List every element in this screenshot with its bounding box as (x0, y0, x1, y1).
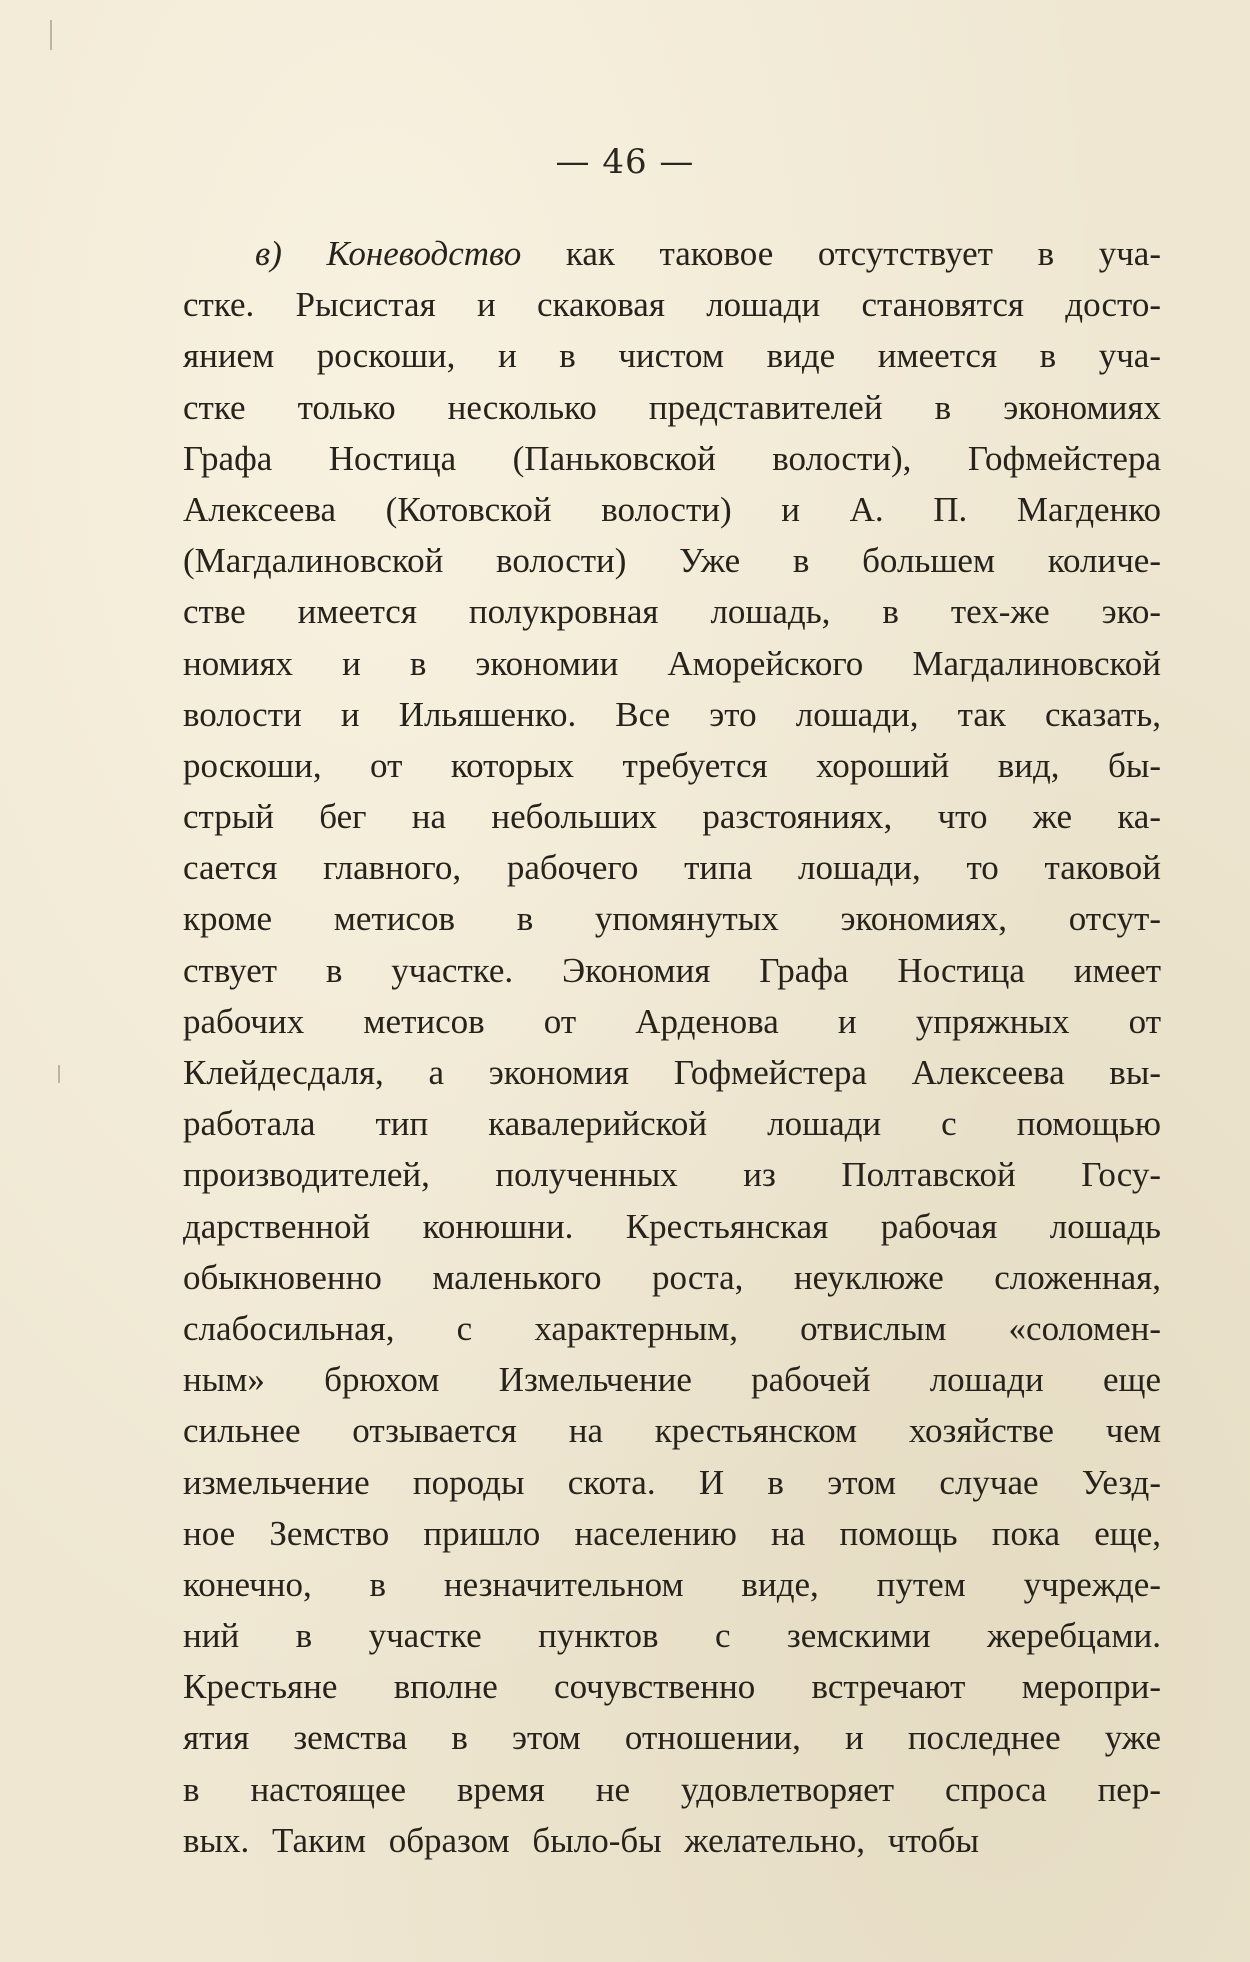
paragraph-line: (Магдалиновской волости) Уже в большем количе- (183, 541, 1161, 581)
paragraph-line: сается главного, рабочего типа лошади, то таковой (183, 848, 1161, 888)
scan-edge-mark-top (50, 20, 52, 50)
section-marker: в) (255, 234, 282, 273)
paragraph-line: стке только несколько представителей в экономиях (183, 387, 1161, 427)
paragraph-line: работала тип кавалерийской лошади с помощью (183, 1104, 1161, 1144)
paragraph-line-text: как таковое отсутствует в уча- (565, 234, 1161, 273)
paragraph-line-last: вых. Таким образом было-бы желательно, чтобы (183, 1820, 980, 1860)
paragraph-line: дарственной конюшни. Крестьянская рабочая лошадь (183, 1206, 1161, 1246)
paragraph-line: измельчение породы скота. И в этом случае Уезд- (183, 1462, 1161, 1502)
paragraph-line: кроме метисов в упомянутых экономиях, отсут- (183, 899, 1161, 939)
paragraph-line: волости и Ильяшенко. Все это лошади, так сказать, (183, 694, 1161, 734)
paragraph-line: ное Земство пришло населению на помощь пока еще, (183, 1513, 1161, 1553)
paragraph-line: стве имеется полукровная лошадь, в тех-же эко- (183, 592, 1161, 632)
paragraph-line: номиях и в экономии Аморейского Магдалиновской (183, 643, 1161, 683)
paragraph-line: Крестьяне вполне сочувственно встречают меропри- (183, 1667, 1161, 1707)
paragraph-line: в настоящее время не удовлетворяет спроса пер- (183, 1769, 1161, 1809)
paragraph-line: рабочих метисов от Арденова и упряжных от (183, 1001, 1161, 1041)
paragraph-line: слабосильная, с характерным, отвислым «соломен- (183, 1308, 1161, 1348)
paragraph-line: производителей, полученных из Полтавской Госу- (183, 1155, 1161, 1195)
paragraph-line: Графа Ностица (Паньковской волости), Гофмейстера (183, 438, 1161, 478)
main-paragraph (183, 228, 1161, 1866)
paragraph-line: стрый бег на небольших разстояниях, что же ка- (183, 797, 1161, 837)
paragraph-line: конечно, в незначительном виде, путем учрежде- (183, 1564, 1161, 1604)
paragraph-line: обыкновенно маленького роста, неуклюже сложенная, (183, 1257, 1161, 1297)
paragraph-line: ний в участке пунктов с земскими жеребцами. (183, 1616, 1161, 1656)
paragraph-line: ным» брюхом Измельчение рабочей лошади еще (183, 1360, 1161, 1400)
paragraph-line: ствует в участке. Экономия Графа Ностица имеет (183, 950, 1161, 990)
paragraph-line: ятия земства в этом отношении, и последнее уже (183, 1718, 1161, 1758)
paragraph-line: стке. Рысистая и скаковая лошади становятся досто- (183, 285, 1161, 325)
paragraph-line: сильнее отзывается на крестьянском хозяйстве чем (183, 1411, 1161, 1451)
paragraph-line-1 (183, 228, 1161, 279)
scan-edge-mark-middle (58, 1065, 60, 1083)
paragraph-line: Клейдесдаля, а экономия Гофмейстера Алексеева вы- (183, 1053, 1161, 1092)
section-term: Коневодство (326, 234, 522, 273)
paragraph-line: янием роскоши, и в чистом виде имеется в уча- (183, 336, 1161, 376)
paragraph-line: Алексеева (Котовской волости) и А. П. Магденко (183, 489, 1161, 529)
paragraph-line: роскоши, от которых требуется хороший вид, бы- (183, 745, 1161, 785)
page-number: — 46 — (555, 142, 695, 182)
